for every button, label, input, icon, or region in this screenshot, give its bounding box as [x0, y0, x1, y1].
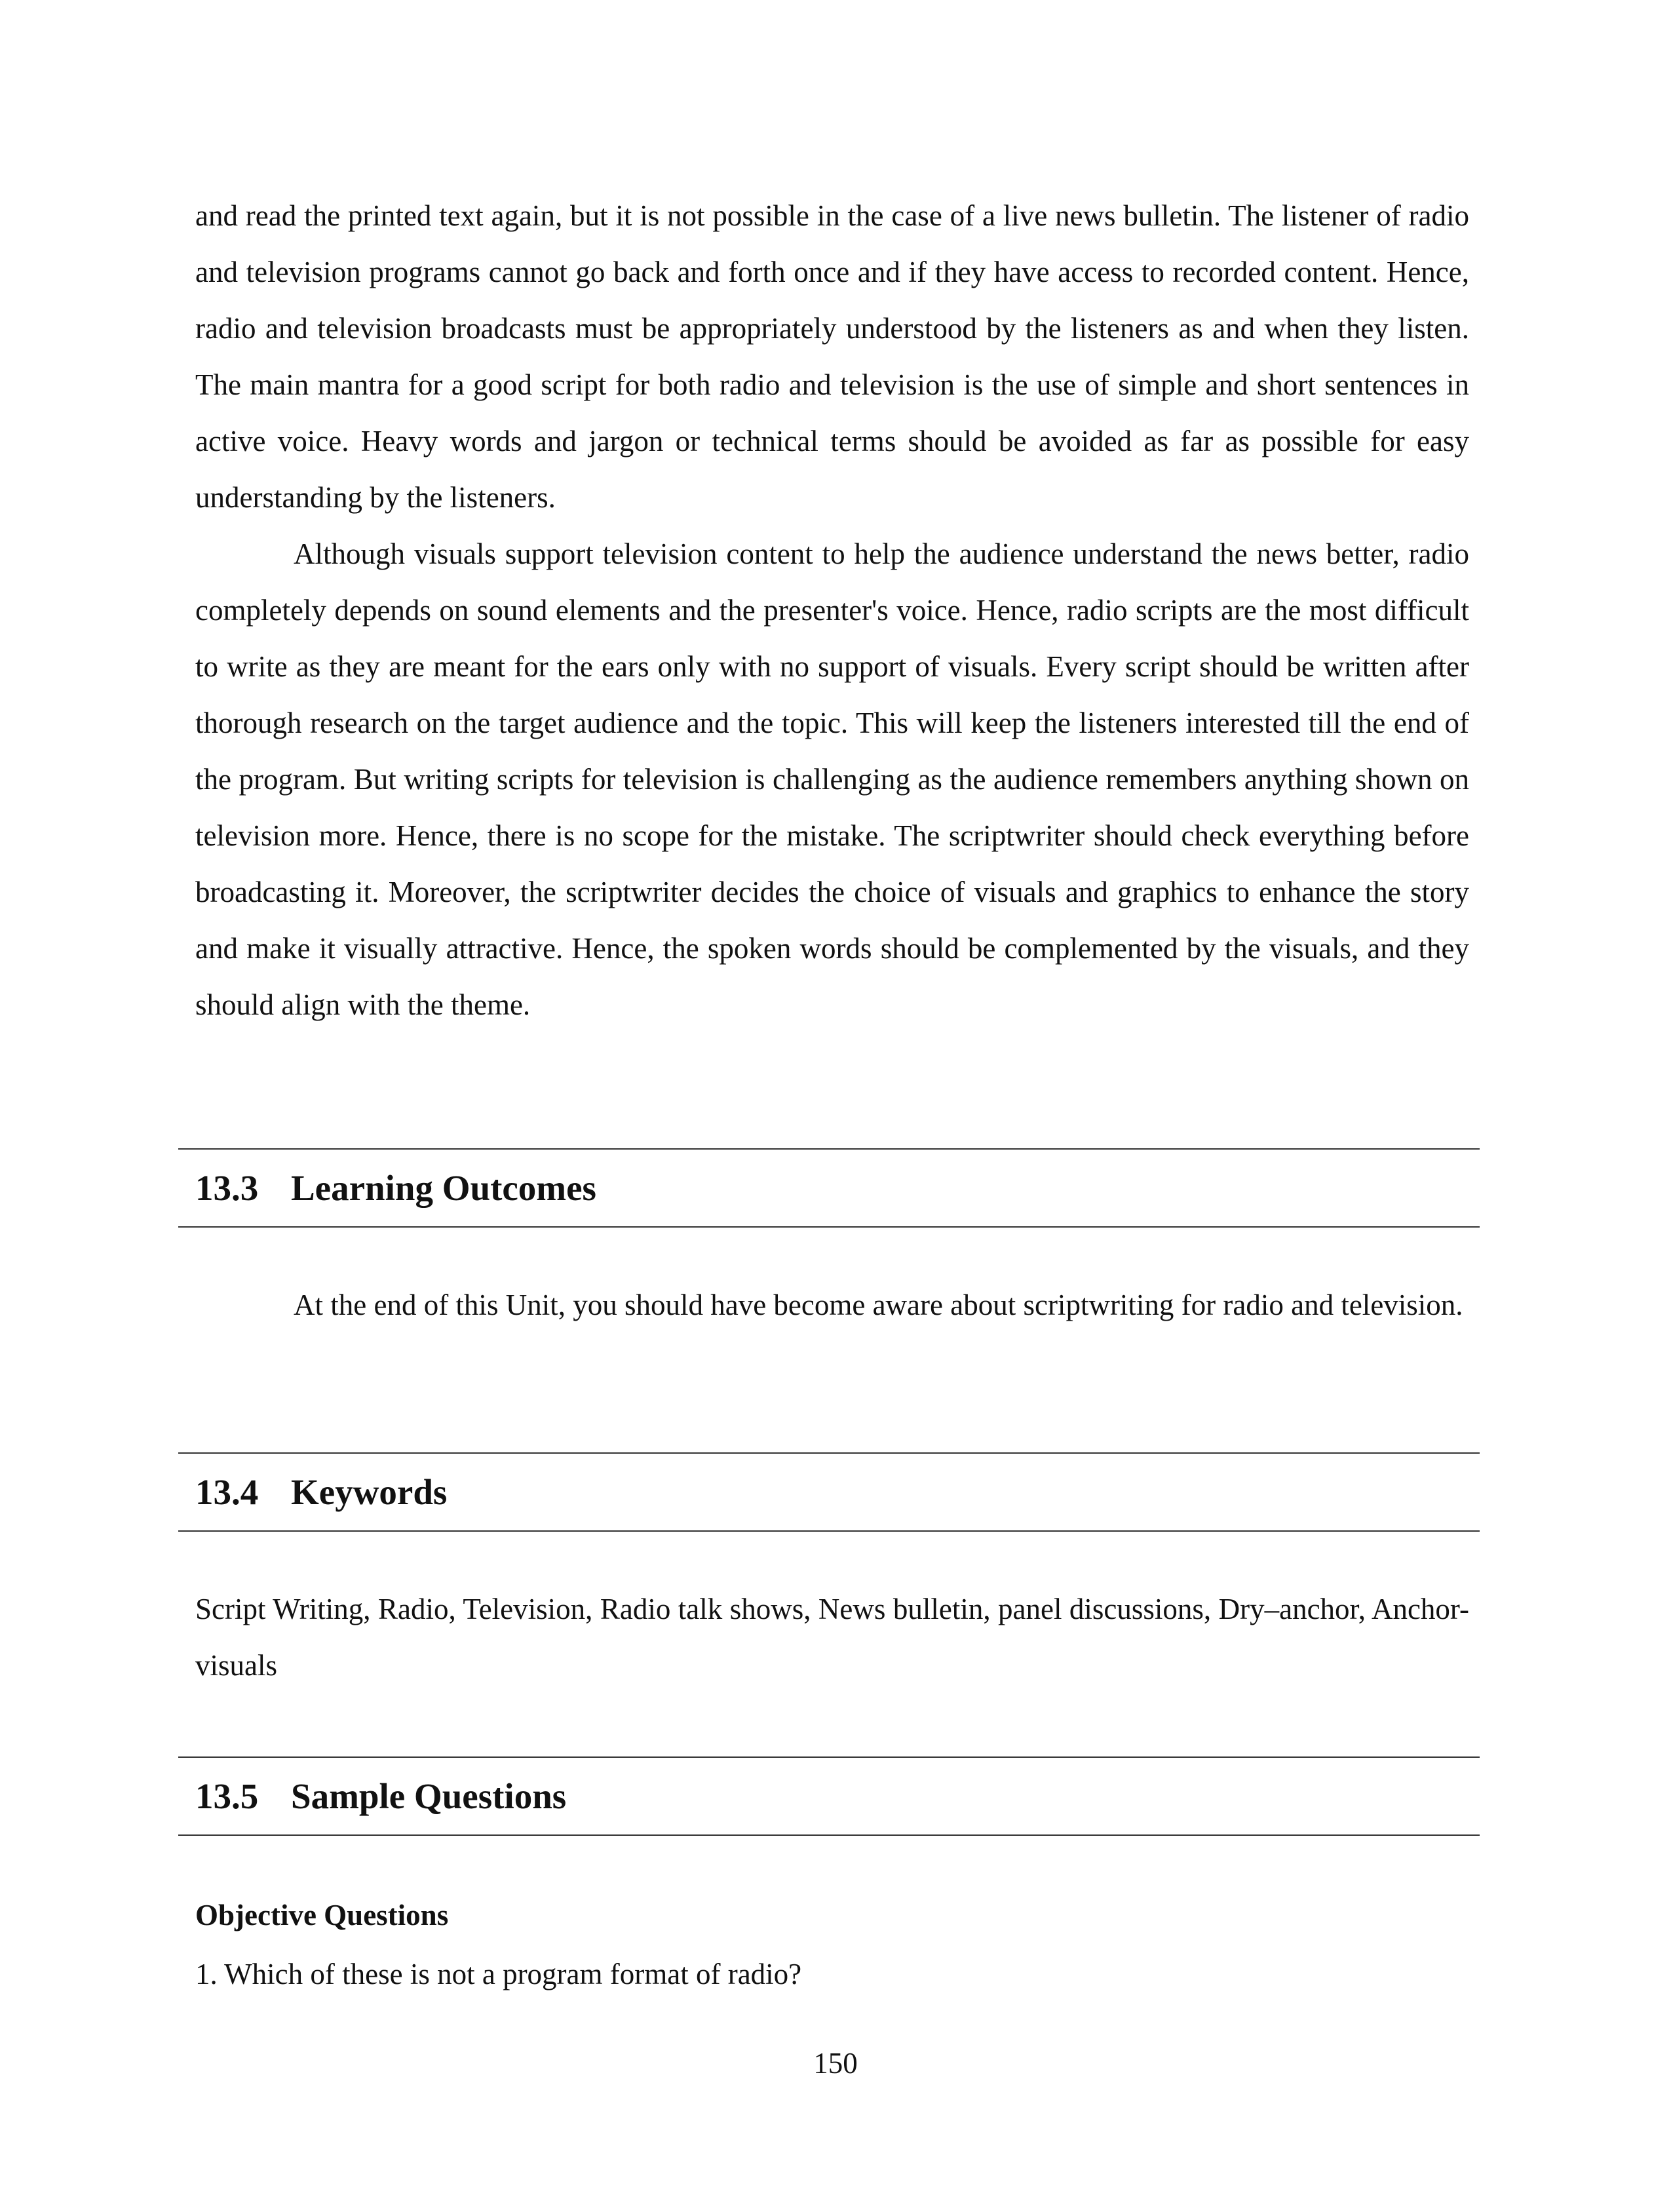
body-paragraph-2: Although visuals support television content to help the audience understand the news better, radio completely depends on sound elements and the presenter's voice. Hence, radio scripts are the most difficult to write as they are meant for the ears only with no support of visuals. Every script should be written after thorough research on the target audience and the topic. This will keep the listeners interested till the end of the program. But writing scripts for television is challenging as the audience remembers anything shown on television more. Hence, there is no scope for the mistake. The scriptwriter should check everything before broadcasting it. Moreover, the scriptwriter decides the choice of visuals and graphics to enhance the story and make it visually attractive. Hence, the spoken words should be complemented by the visuals, and they should align with the theme.	[195, 537, 1469, 1021]
section-heading-sample-questions	[195, 1774, 1469, 1819]
section-rule-top	[178, 1148, 1480, 1150]
objective-questions-subheading: Objective Questions	[195, 1899, 449, 1931]
section-heading-learning-outcomes	[195, 1165, 1469, 1211]
section-rule-bottom	[178, 1530, 1480, 1532]
keywords-paragraph: Script Writing, Radio, Television, Radio talk shows, News bulletin, panel discussions, Dry–anchor, Anchor-visuals	[195, 1593, 1469, 1682]
section-rule-top	[178, 1452, 1480, 1454]
section-number: 13.3	[195, 1168, 259, 1208]
section-rule-bottom	[178, 1834, 1480, 1836]
learning-outcomes-paragraph: At the end of this Unit, you should have become aware about scriptwriting for radio and television.	[294, 1289, 1463, 1321]
section-title: Learning Outcomes	[291, 1168, 596, 1208]
section-title: Keywords	[291, 1472, 448, 1512]
section-title: Sample Questions	[291, 1776, 567, 1816]
section-number: 13.5	[195, 1776, 259, 1816]
body-text	[195, 187, 1469, 1033]
section-rule-top	[178, 1756, 1480, 1758]
section-heading-keywords	[195, 1469, 1469, 1515]
questions-list	[195, 1946, 1469, 2002]
question-item: 1. Which of these is not a program format of radio?	[195, 1958, 802, 1990]
body-paragraph-1: and read the printed text again, but it is not possible in the case of a live news bulletin. The listener of radio and television programs cannot go back and forth once and if they have access to recorded content. Hence, radio and television broadcasts must be appropriately understood by the listeners as and when they listen. The main mantra for a good script for both radio and television is the use of simple and short sentences in active voice. Heavy words and jargon or technical terms should be avoided as far as possible for easy understanding by the listeners.	[195, 199, 1469, 514]
learning-outcomes-text	[195, 1277, 1469, 1333]
section-number: 13.4	[195, 1472, 259, 1512]
section-rule-bottom	[178, 1226, 1480, 1228]
page-number: 150	[813, 2047, 858, 2080]
keywords-text	[195, 1581, 1469, 1694]
